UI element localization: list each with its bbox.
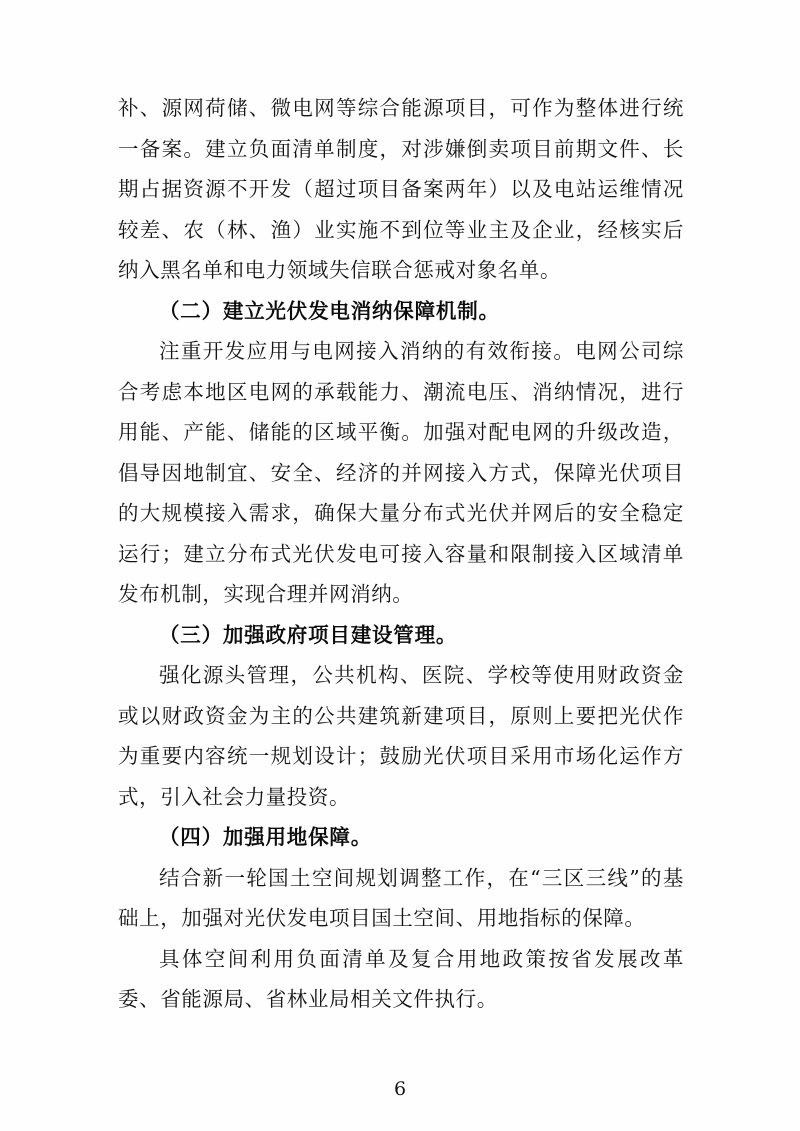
paragraph-continuation: 补、源网荷储、微电网等综合能源项目，可作为整体进行统一备案。建立负面清单制度，对涉嫌倒卖项目前期文件、长期占据资源不开发（超过项目备案两年）以及电站运维情况较差、农（林、渔）业实施不到位等业主及企业，经核实后纳入黑名单和电力领域失信联合惩戒对象名单。 — [118, 96, 684, 282]
heading-section-two: （二）建立光伏发电消纳保障机制。 — [159, 298, 500, 323]
heading-section-four: （四）加强用地保障。 — [159, 825, 372, 849]
paragraph-section-four-body-2: 具体空间利用负面清单及复合用地政策按省发展改革委、省能源局、省林业局相关文件执行。 — [118, 946, 684, 1011]
page-number: 6 — [393, 1078, 407, 1100]
heading-section-three: （三）加强政府项目建设管理。 — [159, 622, 458, 647]
paragraph-section-four-body-1: 结合新一轮国土空间规划调整工作，在“三区三线”的基础上，加强对光伏发电项目国土空间、用地指标的保障。 — [118, 865, 684, 930]
paragraph-section-two-body: 注重开发应用与电网接入消纳的有效衔接。电网公司综合考虑本地区电网的承载能力、潮流电压、消纳情况，进行用能、产能、储能的区域平衡。加强对配电网的升级改造，倡导因地制宜、安全、经济的并网接入方式，保障光伏项目的大规模接入需求，确保大量分布式光伏并网后的安全稳定运行；建立分布式光伏发电可接入容量和限制接入区域清单发布机制，实现合理并网消纳。 — [118, 339, 684, 606]
document-body — [118, 88, 684, 1020]
paragraph-section-three-body: 强化源头管理，公共机构、医院、学校等使用财政资金或以财政资金为主的公共建筑新建项目，原则上要把光伏作为重要内容统一规划设计；鼓励光伏项目采用市场化运作方式，引入社会力量投资。 — [118, 663, 684, 809]
